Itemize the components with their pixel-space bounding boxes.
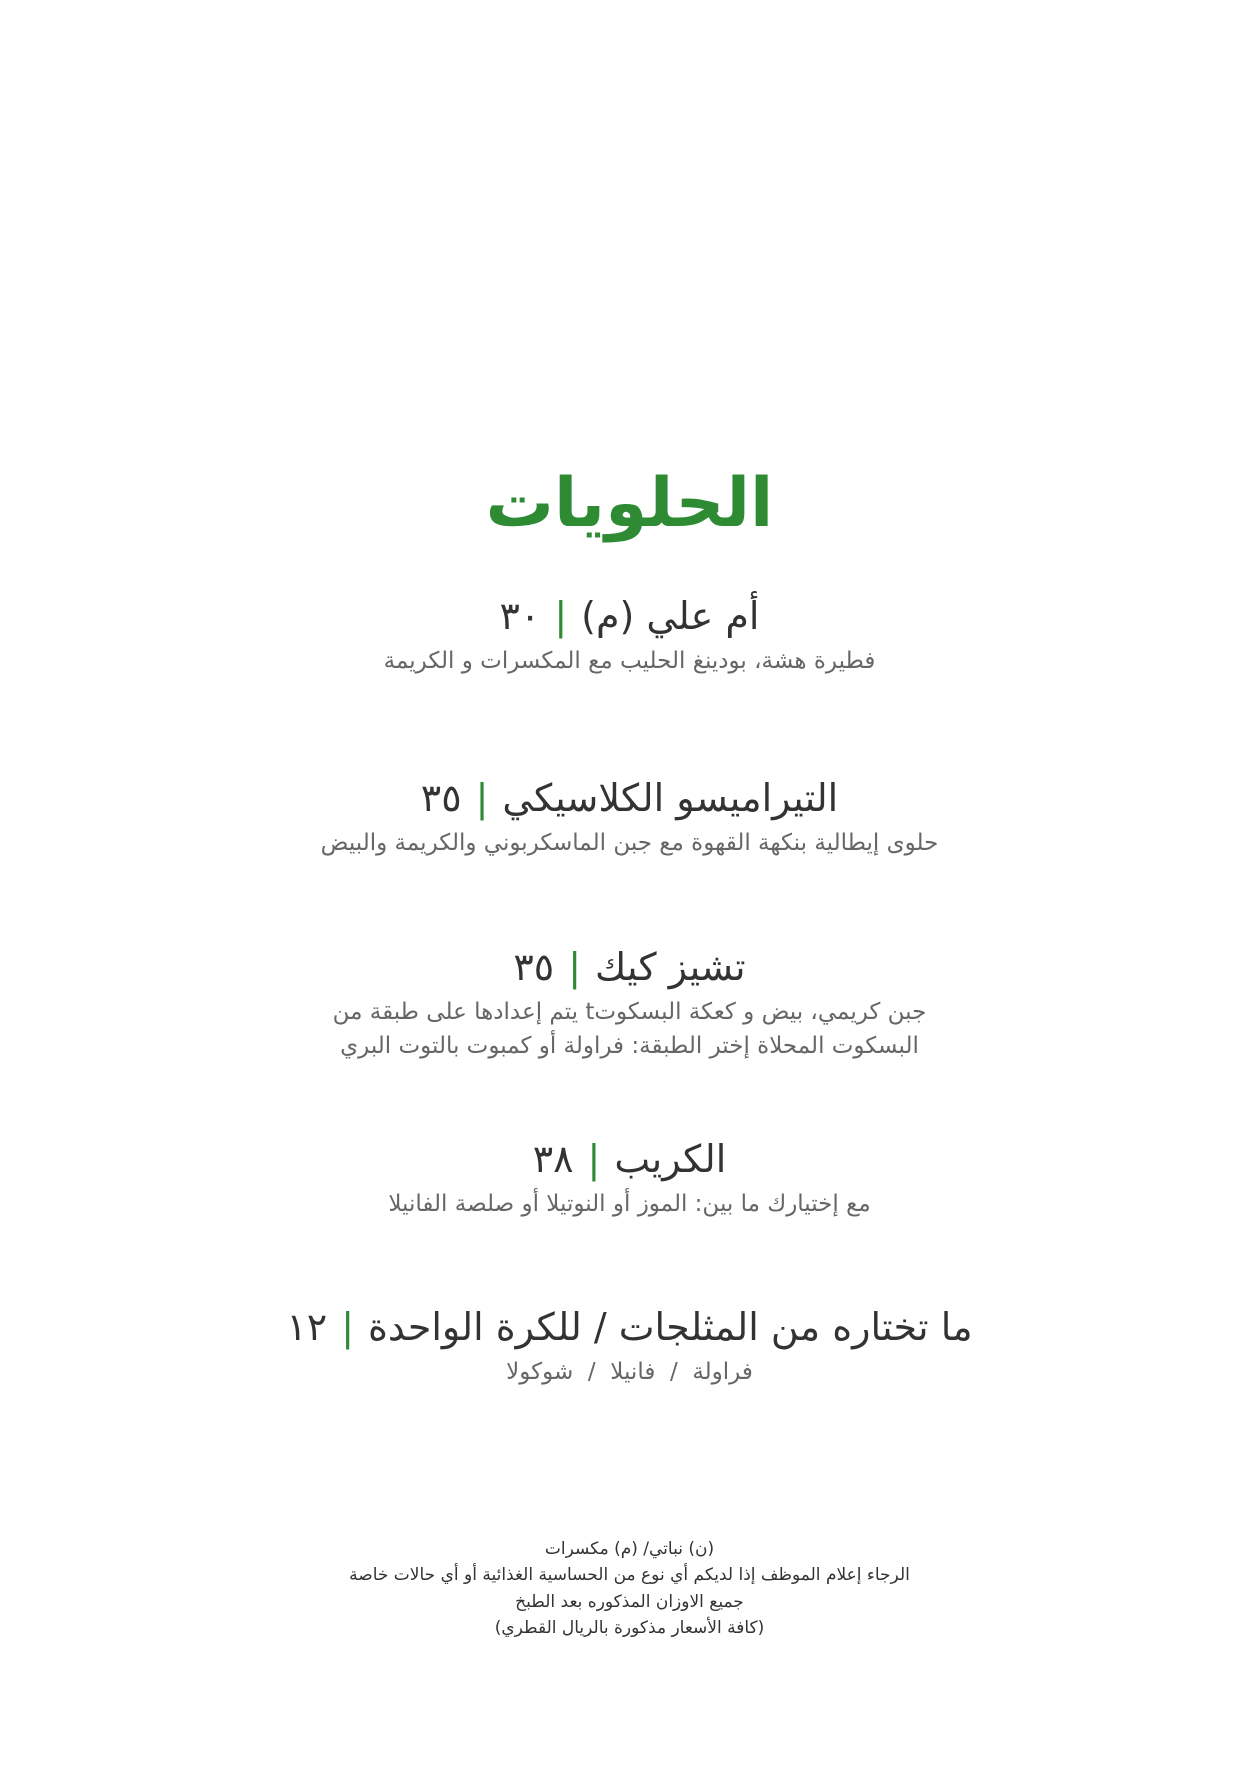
menu-item-heading <box>0 776 1259 822</box>
weights-note: جميع الاوزان المذكوره بعد الطبخ <box>515 1591 744 1612</box>
menu-item-name: ما تختاره من المثلجات / للكرة الواحدة <box>368 1305 973 1349</box>
menu-item-heading <box>0 1305 1259 1351</box>
menu-item-name: الكريب <box>614 1137 727 1181</box>
menu-item-name: أم علي (م) <box>581 594 760 638</box>
menu-item-tiramisu <box>0 776 1259 860</box>
price-separator: | <box>554 594 568 638</box>
menu-item-heading <box>0 594 1259 640</box>
menu-item-price: ٣٥ <box>420 776 462 820</box>
menu-item-crepe <box>0 1137 1259 1221</box>
menu-item-price: ٣٠ <box>499 594 541 638</box>
dietary-legend: (ن) نباتي/ (م) مكسرات <box>544 1539 715 1559</box>
menu-item-name: تشيز كيك <box>595 945 746 989</box>
menu-item-price: ٣٥ <box>513 945 555 989</box>
menu-item-ice-cream <box>0 1305 1259 1389</box>
menu-item-umm-ali <box>0 594 1259 678</box>
menu-item-cheesecake <box>0 945 1259 1064</box>
price-separator: | <box>475 776 489 820</box>
price-separator: | <box>568 945 582 989</box>
menu-item-description: حلوى إيطالية بنكهة القهوة مع جبن الماسكربوني والكريمة والبيض <box>320 829 939 856</box>
menu-item-description: فراولة / فانيلا / شوكولا <box>506 1358 753 1385</box>
currency-note: (كافة الأسعار مذكورة بالريال القطري) <box>494 1618 765 1639</box>
menu-item-description: جبن كريمي، بيض و كعكة البسكوتt يتم إعدادها على طبقة من البسكوت المحلاة إختر الطبقة: فراولة أو كمبوت بالتوت البري <box>332 998 927 1060</box>
menu-item-heading <box>0 945 1259 991</box>
menu-item-name: التيراميسو الكلاسيكي <box>502 776 839 820</box>
price-separator: | <box>587 1137 601 1181</box>
menu-item-description: مع إختيارك ما بين: الموز أو النوتيلا أو صلصة الفانيلا <box>388 1190 871 1217</box>
menu-item-heading <box>0 1137 1259 1183</box>
menu-item-description: فطيرة هشة، بودينغ الحليب مع المكسرات و الكريمة <box>383 647 876 674</box>
page-title: الحلويات <box>485 464 774 543</box>
price-separator: | <box>341 1305 354 1349</box>
allergy-note: الرجاء إعلام الموظف إذا لديكم أي نوع من الحساسية الغذائية أو أي حالات خاصة <box>349 1565 910 1586</box>
menu-footer <box>0 1536 1259 1641</box>
menu-item-price: ٣٨ <box>532 1137 574 1181</box>
menu-item-price: ١٢ <box>286 1305 328 1349</box>
